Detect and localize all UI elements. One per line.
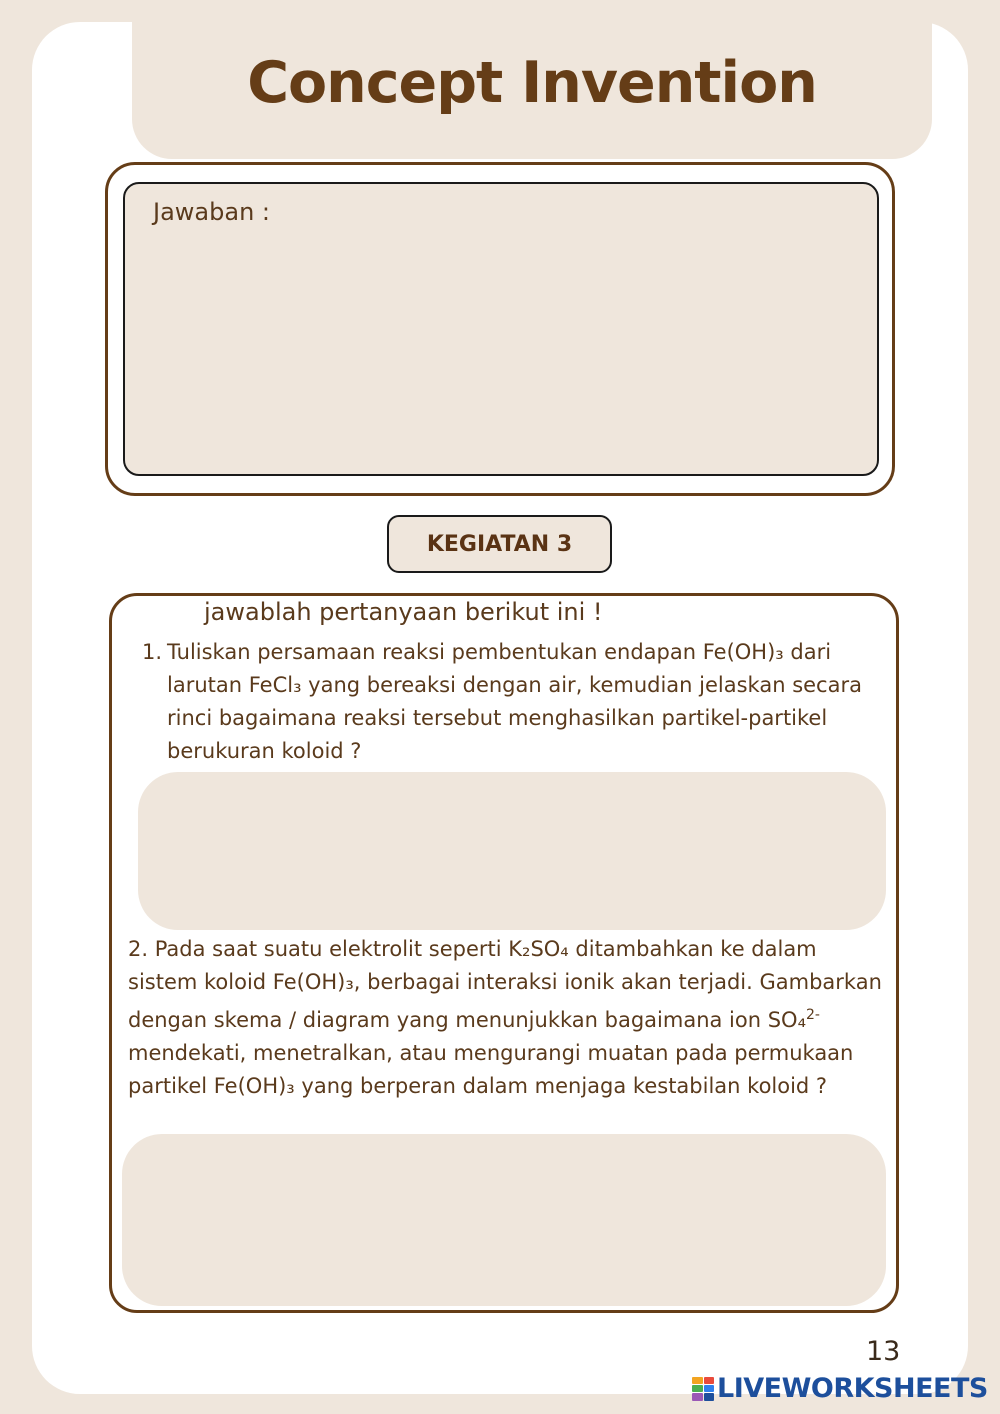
answer-field-2[interactable] bbox=[122, 1134, 886, 1306]
answer-input-area[interactable] bbox=[123, 182, 879, 476]
answer-field-1[interactable] bbox=[138, 772, 886, 930]
question-2-superscript: 2- bbox=[806, 1007, 820, 1023]
question-1-text: Tuliskan persamaan reaksi pembentukan endapan Fe(OH)₃ dari larutan FeCl₃ yang bereaksi dengan air, kemudian jelaskan secara rinci bagaimana reaksi tersebut menghasilkan partikel-partikel berukuran koloid ? bbox=[167, 640, 862, 763]
answer-box bbox=[105, 162, 895, 496]
question-1 bbox=[142, 636, 882, 768]
activity-badge: KEGIATAN 3 bbox=[387, 515, 612, 573]
liveworksheets-icon bbox=[692, 1377, 714, 1401]
instruction-text: jawablah pertanyaan berikut ini ! bbox=[204, 598, 603, 626]
questions-box bbox=[109, 593, 899, 1313]
question-2-text-part1: 2. Pada saat suatu elektrolit seperti K₂SO₄ ditambahkan ke dalam sistem koloid Fe(OH)₃, berbagai interaksi ionik akan terjadi. Gambarkan dengan skema / diagram yang menunjukkan bagaimana ion SO₄ bbox=[128, 937, 882, 1032]
brand-name: LIVEWORKSHEETS bbox=[717, 1373, 988, 1404]
liveworksheets-logo[interactable] bbox=[692, 1373, 988, 1404]
question-2-text-part2: mendekati, menetralkan, atau mengurangi muatan pada permukaan partikel Fe(OH)₃ yang berperan dalam menjaga kestabilan koloid ? bbox=[128, 1041, 854, 1098]
question-2 bbox=[128, 933, 890, 1103]
question-1-number: 1. bbox=[142, 640, 163, 664]
page-title: Concept Invention bbox=[247, 49, 817, 116]
title-tab bbox=[132, 22, 932, 159]
page-number: 13 bbox=[866, 1336, 901, 1367]
answer-label: Jawaban : bbox=[153, 198, 270, 226]
